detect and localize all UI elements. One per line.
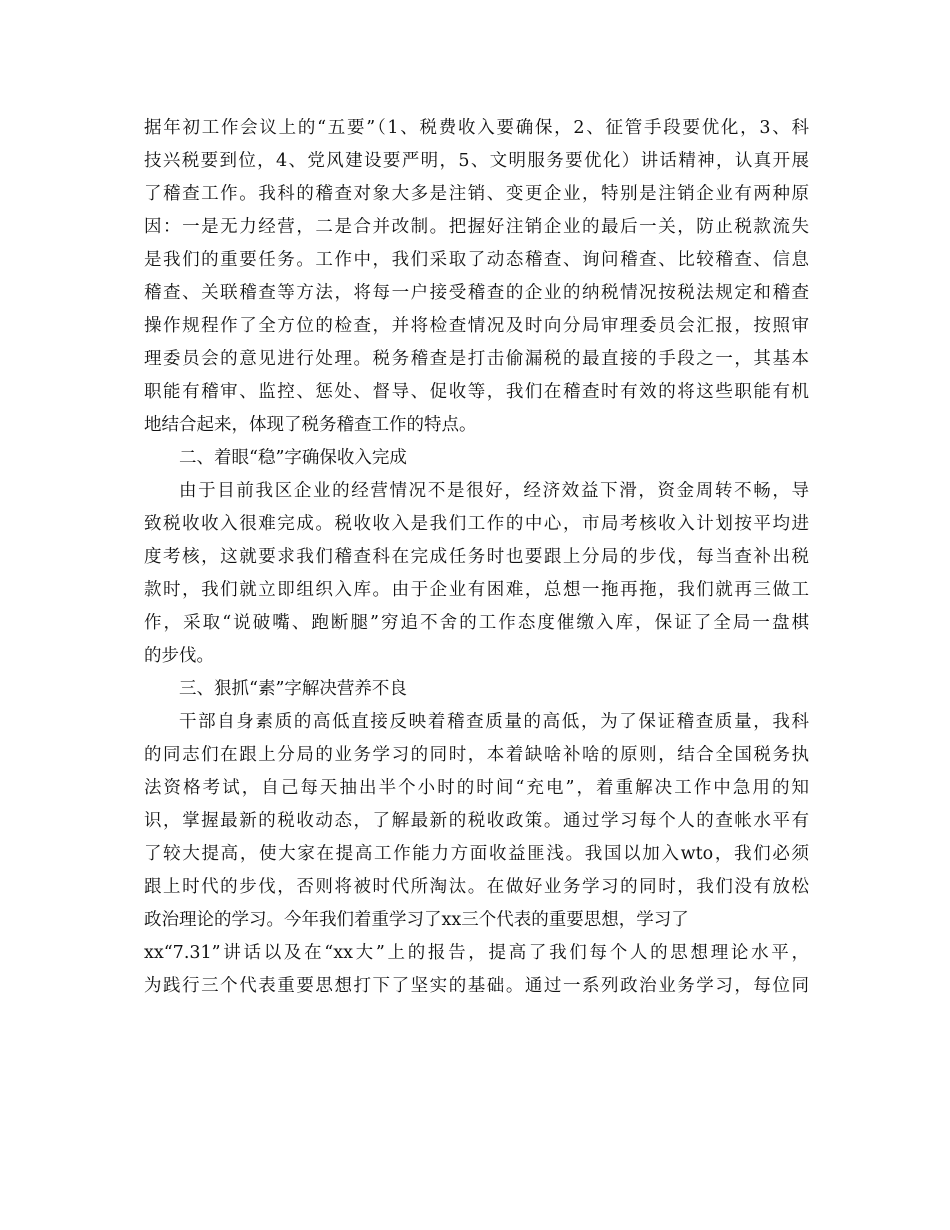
text-line: 作，采取“说破嘴、跑断腿”穷追不舍的工作态度催缴入库，保证了全局一盘棋 bbox=[144, 613, 809, 633]
text-line: 是我们的重要任务。工作中，我们采取了动态稽查、询问稽查、比较稽查、信息 bbox=[144, 250, 809, 270]
text-line: 度考核，这就要求我们稽查科在完成任务时也要跟上分局的步伐，每当查补出税 bbox=[144, 547, 809, 567]
text-line: 职能有稽审、监控、惩处、督导、促收等，我们在稽查时有效的将这些职能有机 bbox=[144, 382, 809, 402]
text-line: 了较大提高，使大家在提高工作能力方面收益匪浅。我国以加入wto，我们必须 bbox=[144, 844, 809, 864]
text-line: 干部自身素质的高低直接反映着稽查质量的高低，为了保证稽查质量，我科 bbox=[179, 712, 809, 732]
body-text bbox=[144, 112, 809, 1003]
text-line: 由于目前我区企业的经营情况不是很好，经济效益下滑，资金周转不畅，导 bbox=[179, 481, 809, 501]
text-line: 操作规程作了全方位的检查，并将检查情况及时向分局审理委员会汇报，按照审 bbox=[144, 316, 809, 336]
text-line: 的步伐。 bbox=[144, 646, 214, 666]
text-line: 理委员会的意见进行处理。税务稽查是打击偷漏税的最直接的手段之一，其基本 bbox=[144, 349, 809, 369]
text-line: 的同志们在跟上分局的业务学习的同时，本着缺啥补啥的原则，结合全国税务执 bbox=[144, 745, 809, 765]
text-line: 跟上时代的步伐，否则将被时代所淘汰。在做好业务学习的同时，我们没有放松 bbox=[144, 877, 809, 897]
text-line: 了稽查工作。我科的稽查对象大多是注销、变更企业，特别是注销企业有两种原 bbox=[144, 184, 809, 204]
text-line: 识，掌握最新的税收动态，了解最新的税收政策。通过学习每个人的查帐水平有 bbox=[144, 811, 809, 831]
section-heading: 二、着眼“稳”字确保收入完成 bbox=[179, 448, 407, 468]
text-line: 法资格考试，自己每天抽出半个小时的时间“充电”，着重解决工作中急用的知 bbox=[144, 778, 809, 798]
text-line: 据年初工作会议上的“五要”（1、税费收入要确保，2、征管手段要优化，3、科 bbox=[144, 118, 809, 138]
text-line: 因：一是无力经营，二是合并改制。把握好注销企业的最后一关，防止税款流失 bbox=[144, 217, 809, 237]
text-line: 为践行三个代表重要思想打下了坚实的基础。通过一系列政治业务学习，每位同 bbox=[144, 976, 809, 996]
text-line: 款时，我们就立即组织入库。由于企业有困难，总想一拖再拖，我们就再三做工 bbox=[144, 580, 809, 600]
text-line: xx“7.31”讲话以及在“xx大”上的报告，提高了我们每个人的思想理论水平， bbox=[144, 943, 809, 963]
text-line: 稽查、关联稽查等方法，将每一户接受稽查的企业的纳税情况按税法规定和稽查 bbox=[144, 283, 809, 303]
text-line: 致税收收入很难完成。税收收入是我们工作的中心，市局考核收入计划按平均进 bbox=[144, 514, 809, 534]
text-line: 技兴税要到位，4、党风建设要严明，5、文明服务要优化）讲话精神，认真开展 bbox=[144, 151, 809, 171]
section-heading: 三、狠抓“素”字解决营养不良 bbox=[179, 679, 407, 699]
text-line: 政治理论的学习。今年我们着重学习了xx三个代表的重要思想，学习了 bbox=[144, 910, 689, 930]
text-line: 地结合起来，体现了税务稽查工作的特点。 bbox=[144, 415, 477, 435]
